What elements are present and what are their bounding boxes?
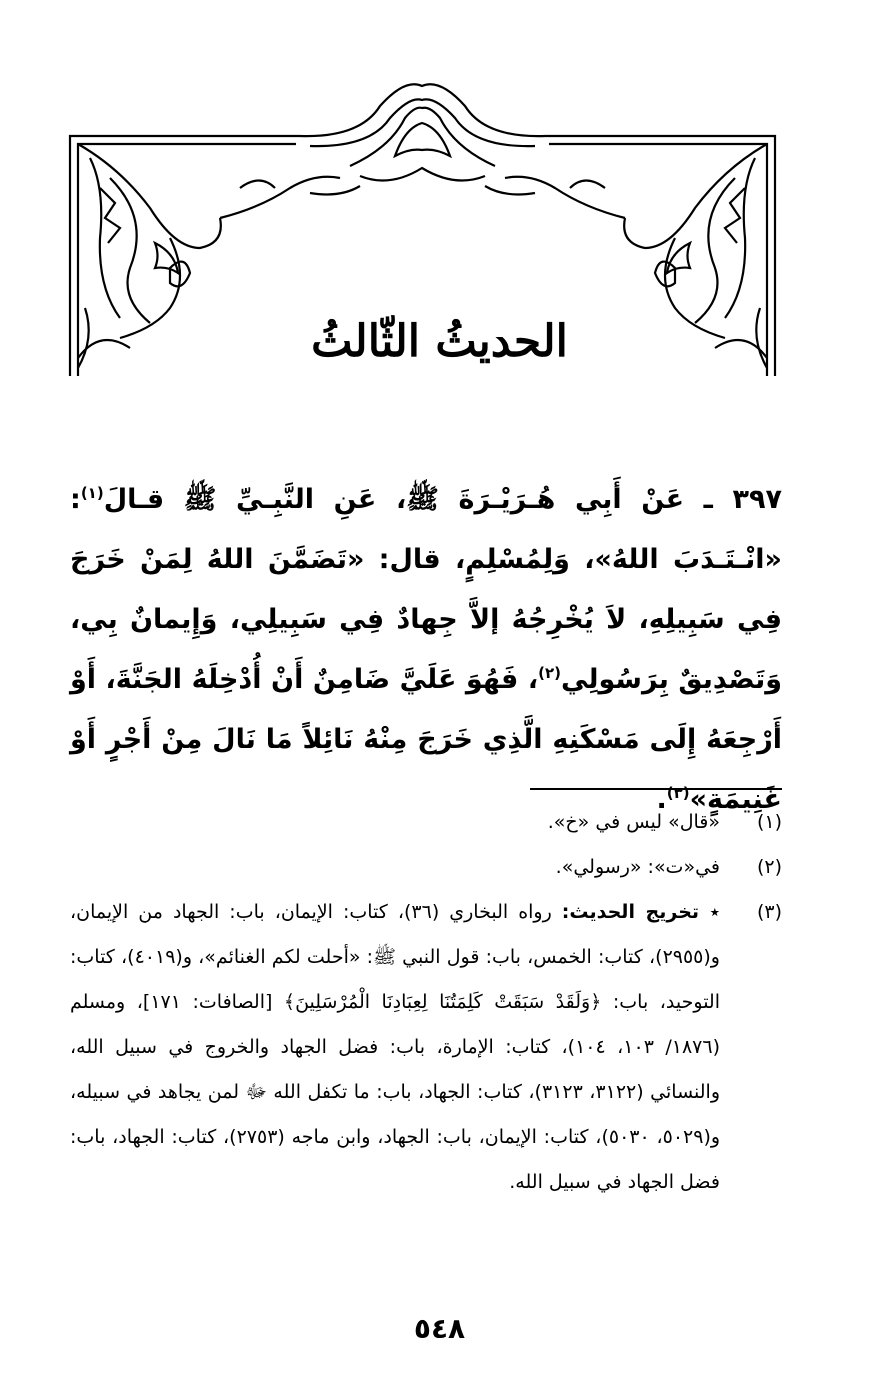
footnote-text bbox=[70, 890, 720, 1205]
footnote-item bbox=[70, 890, 782, 1205]
hadith-text-part: : «انْـتَـدَبَ اللهُ»، وَلِمُسْلِمٍ، قال: «تَضَمَّنَ اللهُ لِمَنْ خَرَجَ فِي سَبِيلِهِ، لاَ يُخْرِجُهُ إلاَّ جِهادٌ فِي سَبِيلِي، وَإِيمانٌ بِي، وَتَصْدِيقٌ بِرَسُولِي bbox=[70, 484, 782, 695]
footnote-item bbox=[70, 800, 782, 845]
hadith-text bbox=[70, 470, 782, 830]
page-number: ٥٤٨ bbox=[413, 1312, 466, 1345]
footnote-number: (٣) bbox=[756, 901, 782, 923]
footnote-text: في«ت»: «رسولي». bbox=[555, 856, 720, 878]
footnote-text: «قال» ليس في «خ». bbox=[547, 811, 720, 833]
chapter-title: الحديثُ الثّالثُ bbox=[311, 316, 568, 367]
hadith-number: ٣٩٧ bbox=[732, 484, 782, 515]
hadith-text-end: . bbox=[656, 784, 667, 815]
footnote-item bbox=[70, 845, 782, 890]
footnote-marker: (٢) bbox=[538, 664, 562, 682]
footnotes bbox=[70, 800, 782, 1205]
footnote-number: (١) bbox=[756, 811, 782, 833]
footnote-body: رواه البخاري (٣٦)، كتاب: الإيمان، باب: الجهاد من الإيمان، و(٢٩٥٥)، كتاب: الخمس، باب: قول النبي ﷺ: «أحلت لكم الغنائم»، و(٤٠١٩)، كتاب: التوحيد، باب: ﴿وَلَقَدْ سَبَقَتْ كَلِمَتُنَا لِعِبَادِنَا الْمُرْسَلِينَ﴾ [الصافات: ١٧١]، ومسلم (١٨٧٦/ ١٠٣، ١٠٤)، كتاب: الإمارة، باب: فضل الجهاد والخروج في سبيل الله، والنسائي (٣١٢٢، ٣١٢٣)، كتاب: الجهاد، باب: ما تكفل الله ﷻ لمن يجاهد في سبيله، و(٥٠٢٩، ٥٠٣٠)، كتاب: الإيمان، باب: الجهاد، وابن ماجه (٢٧٥٣)، كتاب: الجهاد، باب: فضل الجهاد في سبيل الله. bbox=[70, 901, 721, 1193]
footnote-lead: ٭ تخريج الحديث: bbox=[561, 901, 720, 923]
footnote-number: (٢) bbox=[756, 856, 782, 878]
footnote-marker: (١) bbox=[80, 484, 104, 502]
footnote-marker: (٣) bbox=[666, 784, 690, 802]
hadith-text-part: ، فَهُوَ عَلَيَّ ضَامِنٌ أَنْ أُدْخِلَهُ الجَنَّةَ، أَوْ أَرْجِعَهُ إِلَى مَسْكَنِهِ الَّذِي خَرَجَ مِنْهُ نَائِلاً مَا نَالَ مِنْ أَجْرٍ أَوْ غَنِيمَةٍ» bbox=[70, 664, 782, 815]
footnote-divider bbox=[530, 788, 782, 790]
hadith-text-part: ـ عَنْ أَبِي هُـرَيْـرَةَ ﷺ، عَنِ النَّبِـيِّ ﷺ قـالَ bbox=[103, 484, 713, 515]
